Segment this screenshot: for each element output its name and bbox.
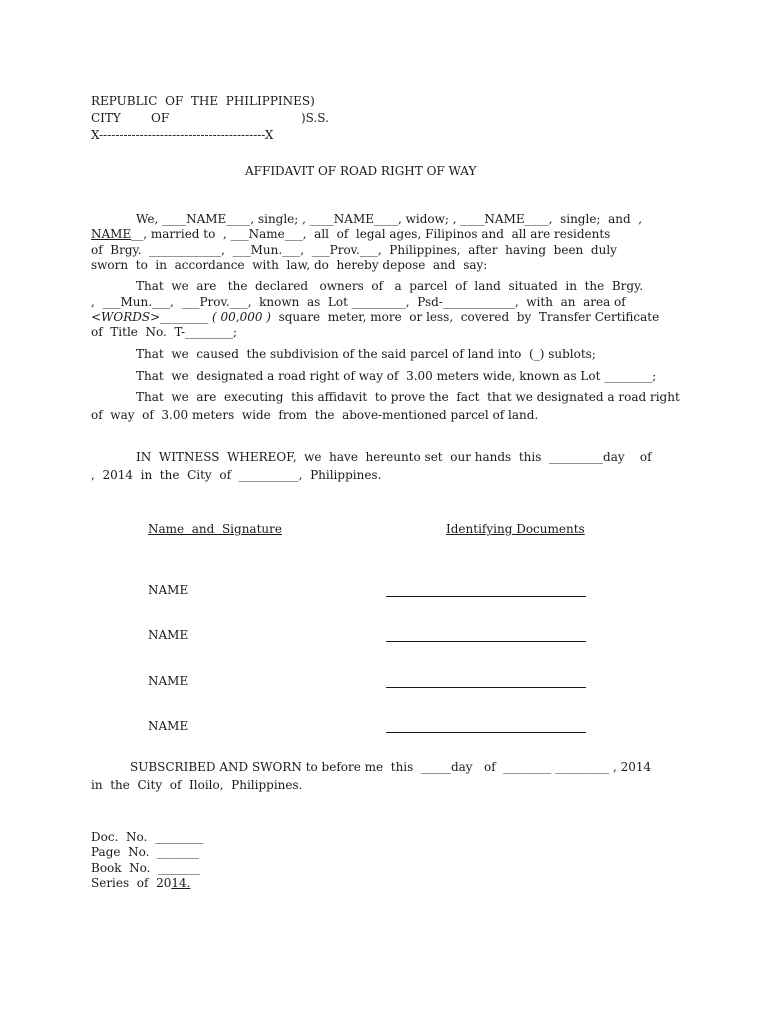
- signature-line: [386, 596, 586, 597]
- signatory-name: NAME: [148, 628, 189, 642]
- clause4-line-1: That we are executing this affidavit to prove the fact that we designated a road right: [136, 390, 680, 404]
- header-republic: REPUBLIC OF THE PHILIPPINES): [91, 94, 315, 108]
- clause3: That we designated a road right of way of 3.00 meters wide, known as Lot ________;: [136, 369, 657, 383]
- jurat-line-2: in the City of Iloilo, Philippines.: [91, 778, 303, 792]
- jurat-line-1: SUBSCRIBED AND SWORN to before me this _____day of ________ _________ , 2014: [130, 760, 652, 774]
- witness-line-2: , 2014 in the City of __________, Philippines.: [91, 468, 382, 482]
- column-name-signature: Name and Signature: [148, 522, 282, 536]
- clause1-line-2: , ___Mun.___, ___Prov.___, known as Lot _________, Psd-____________, with an area of: [91, 295, 626, 309]
- signature-line: [386, 732, 586, 733]
- document-title: AFFIDAVIT OF ROAD RIGHT OF WAY: [245, 164, 477, 178]
- clause4-line-2: of way of 3.00 meters wide from the above-mentioned parcel of land.: [91, 408, 539, 422]
- signatory-name: NAME: [148, 719, 189, 733]
- intro-line-1: We, ____NAME____, single; , ____NAME____, widow; , ____NAME____, single; and ,: [136, 212, 643, 226]
- notarial-series: Series of 2014.: [91, 876, 191, 890]
- intro-line-2: NAME__, married to , ___Name___, all of legal ages, Filipinos and all are residents: [91, 227, 611, 241]
- header-city-of: OF: [151, 111, 170, 125]
- signatory-name: NAME: [148, 583, 189, 597]
- header-ss: )S.S.: [301, 111, 329, 125]
- signatory-name: NAME: [148, 674, 189, 688]
- clause1-line-3: <WORDS>________ ( 00,000 ) square meter, more or less, covered by Transfer Certificate: [91, 310, 660, 324]
- header-rule: X-----------------------------------------X: [91, 128, 274, 142]
- header-city-label: CITY: [91, 111, 121, 125]
- notarial-page-no: Page No. _______: [91, 845, 200, 859]
- intro-line-4: sworn to in accordance with law, do hereby depose and say:: [91, 258, 488, 272]
- clause2: That we caused the subdivision of the said parcel of land into (_) sublots;: [136, 347, 596, 361]
- signature-line: [386, 687, 586, 688]
- column-identifying-documents: Identifying Documents: [446, 522, 585, 536]
- clause1-line-4: of Title No. T-________;: [91, 325, 238, 339]
- notarial-book-no: Book No. _______: [91, 861, 201, 875]
- witness-line-1: IN WITNESS WHEREOF, we have hereunto set our hands this _________day of: [136, 450, 652, 464]
- signature-line: [386, 641, 586, 642]
- notarial-doc-no: Doc. No. ________: [91, 830, 203, 844]
- intro-line-3: of Brgy. ____________, ___Mun.___, ___Prov.___, Philippines, after having been duly: [91, 243, 617, 257]
- clause1-line-1: That we are the declared owners of a parcel of land situated in the Brgy.: [136, 279, 644, 293]
